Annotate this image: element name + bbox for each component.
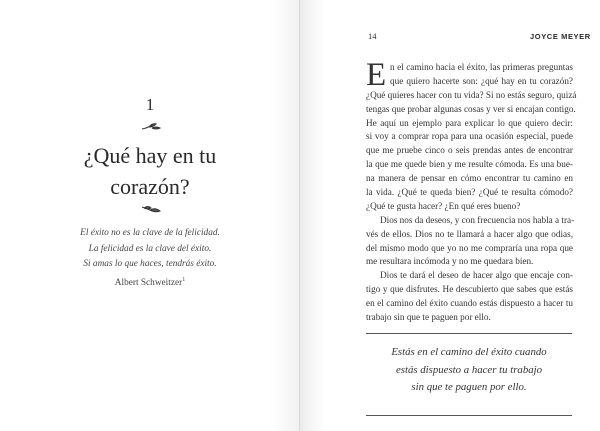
text-line: trabajo sin que te paguen por ello. [366, 312, 491, 323]
drop-cap: E [366, 57, 387, 93]
leaf-ornament-icon [140, 122, 162, 132]
author-name: Albert Schweitzer [114, 277, 183, 288]
text-line: n el camino hacia el éxito, las primeras preguntas [390, 62, 573, 72]
page-number: 14 [368, 31, 377, 41]
chapter-number: 1 [145, 95, 155, 114]
epigraph-line: El éxito no es la clave de la felicidad. [80, 228, 220, 238]
epigraph-author [0, 273, 300, 292]
pull-quote-line: sin que te paguen por ello. [411, 381, 527, 393]
body-text [366, 57, 577, 325]
footnote-ref: 1 [182, 276, 186, 283]
pull-quote-line: Estás en el camino del éxito cuando [391, 346, 547, 358]
text-line: la vida. ¿Qué te queda bien? ¿Qué te resulta cómodo? [366, 187, 573, 198]
text-line: vés de ellos. Dios no te llamará a hacer algo que odias, [366, 228, 573, 239]
text-line: Dios nos da deseos, y con frecuencia nos habla a tra- [380, 214, 575, 225]
text-line: ¿Qué te gusta hacer? ¿En qué eres bueno? [366, 200, 521, 211]
text-line: ¿Qué quieres hacer con tu vida? Si no estás seguro, quizá [366, 89, 577, 100]
chapter-title [0, 140, 300, 202]
text-line: que quiero hacerte son: ¿qué hay en tu corazón? [390, 75, 573, 86]
text-line: que me pruebe cinco o seis prendas antes de encontrar [366, 145, 573, 156]
pull-quote-top-rule [366, 333, 572, 334]
leaf-ornament-icon [140, 204, 162, 214]
text-line: tigo y que disfrutes. He descubierto que sabes que estás [366, 284, 573, 295]
epigraph-line: La felicidad es la clave del éxito. [88, 243, 212, 254]
text-line: me resultara incómoda y no me quedara bien. [366, 256, 534, 267]
text-line: He aquí un ejemplo para explicar lo que quiero decir: [366, 117, 573, 128]
epigraph-line: Si amas lo que haces, tendrás éxito. [83, 259, 217, 269]
text-line: si voy a comprar ropa para una ocasión especial, puede [366, 131, 573, 142]
pull-quote [366, 344, 572, 397]
pull-quote-line: estás dispuesto a hacer tu trabajo [395, 363, 543, 376]
text-line: en el camino del éxito cuando estás dispuesto a hacer tu [366, 298, 573, 309]
text-line: del mismo modo que yo no me compraría una ropa que [366, 242, 573, 253]
chapter-title-line: ¿Qué hay en tu [83, 143, 217, 168]
text-line: na manera de pensar en cómo encontrar tu camino en [366, 173, 573, 184]
text-line: Dios te dará el deseo de hacer algo que encaje con- [380, 270, 573, 281]
chapter-title-line: corazón? [110, 174, 190, 199]
epigraph [0, 226, 300, 291]
pull-quote-bottom-rule [366, 415, 572, 416]
text-line: la que me quede bien y me resulte cómoda. Es una bue- [366, 159, 573, 170]
text-line: tengas que probar algunas cosas y ver si encajan contigo. [366, 103, 576, 114]
running-head: JOYCE MEYER [530, 32, 591, 41]
